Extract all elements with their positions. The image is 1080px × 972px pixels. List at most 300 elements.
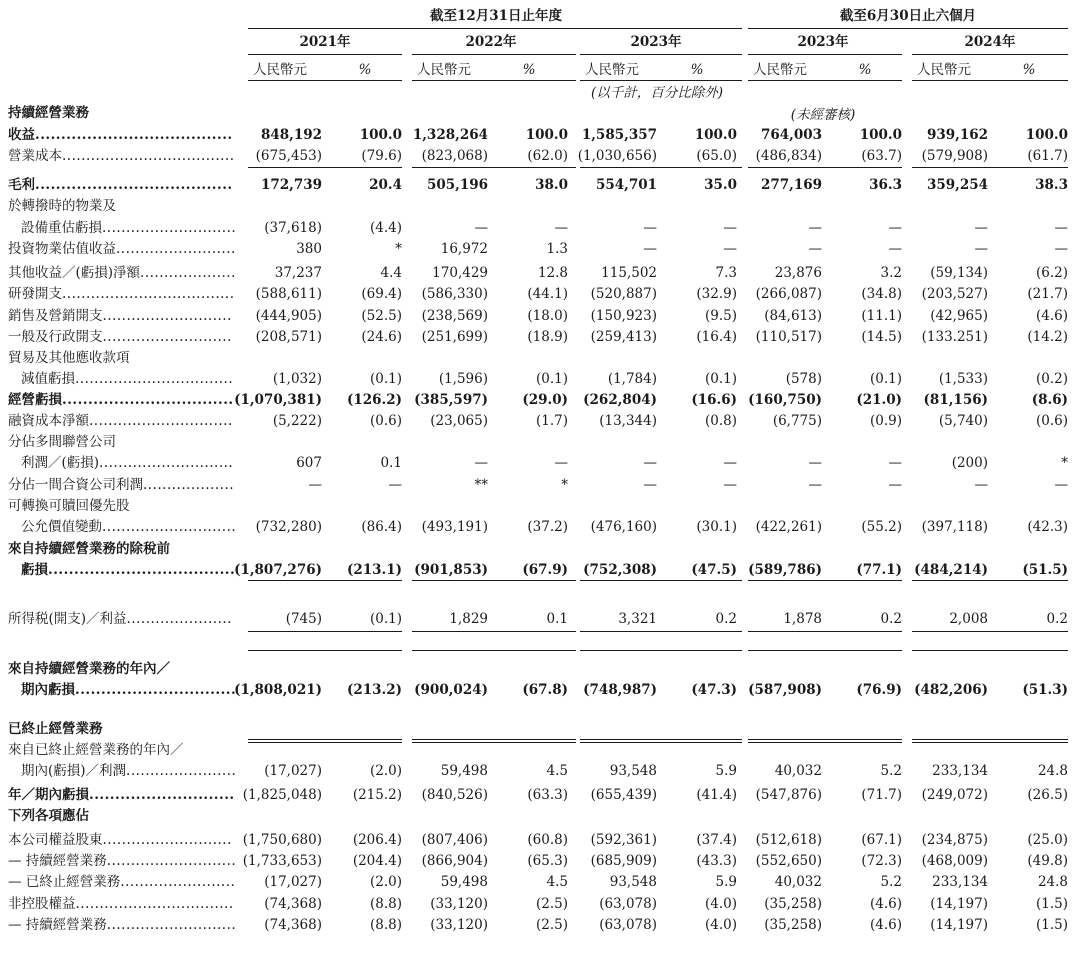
percent-cell: (2.5) bbox=[535, 896, 568, 912]
amount-cell: (748,987) bbox=[583, 682, 657, 698]
note-thousands: (以千計，百分比除外) bbox=[590, 85, 724, 101]
amount-cell: — bbox=[643, 241, 657, 257]
amount-cell: (74,368) bbox=[264, 917, 322, 933]
percent-cell: (2.5) bbox=[535, 917, 568, 933]
amount-cell: (1,596) bbox=[438, 371, 488, 387]
row-label bbox=[8, 721, 103, 737]
row-label-text: 分佔多間聯營公司 bbox=[8, 434, 116, 450]
amount-cell: 37,237 bbox=[274, 265, 322, 281]
row-label-text: 持續經營業務 bbox=[8, 105, 89, 121]
percent-cell: (49.8) bbox=[1027, 853, 1068, 869]
leader-dots: ............................ bbox=[89, 787, 235, 803]
leader-dots: ...................... bbox=[126, 611, 232, 627]
row-label-text: 減值虧損 bbox=[21, 371, 75, 387]
percent-cell: (61.7) bbox=[1027, 148, 1068, 164]
amount-cell: — bbox=[643, 455, 657, 471]
amount-cell: — bbox=[474, 220, 488, 236]
amount-cell: (732,280) bbox=[255, 519, 322, 535]
percent-cell: (51.5) bbox=[1022, 562, 1068, 578]
leader-dots: ........................... bbox=[102, 832, 232, 848]
row-label-text: 年／期內虧損 bbox=[8, 787, 89, 803]
percent-cell: (6.2) bbox=[1035, 265, 1068, 281]
row-label bbox=[8, 498, 130, 514]
amount-cell: (234,875) bbox=[921, 832, 988, 848]
amount-cell: (588,611) bbox=[255, 286, 322, 302]
year-rule bbox=[412, 54, 576, 55]
percent-cell: — bbox=[1054, 220, 1068, 236]
amount-cell: 23,876 bbox=[774, 265, 822, 281]
row-label-text: 利潤／(虧損) bbox=[21, 455, 100, 471]
row-label-text: 貿易及其他應收款項 bbox=[8, 350, 130, 366]
percent-cell: — bbox=[723, 455, 737, 471]
amount-cell: (160,750) bbox=[748, 392, 822, 408]
percent-cell: (41.4) bbox=[696, 787, 737, 803]
percent-cell: — bbox=[723, 241, 737, 257]
amount-cell: (587,908) bbox=[748, 682, 822, 698]
row-label-text: — 持續經營業務 bbox=[8, 853, 107, 869]
percent-cell: (213.2) bbox=[346, 682, 402, 698]
year-2023-h1: 2023年 bbox=[797, 34, 849, 50]
percent-cell: (44.1) bbox=[527, 286, 568, 302]
leader-dots: ......................... bbox=[116, 241, 236, 257]
total-rule bbox=[748, 167, 902, 168]
percent-cell: 0.1 bbox=[380, 455, 402, 471]
row-label-text: 營業成本 bbox=[8, 148, 62, 164]
amount-cell: (1,825,048) bbox=[242, 787, 322, 803]
amount-cell: (17,027) bbox=[264, 874, 322, 890]
total-rule bbox=[580, 631, 742, 632]
amount-cell: (13,344) bbox=[599, 413, 657, 429]
amount-cell: (59,134) bbox=[930, 265, 988, 281]
row-label-text: 投資物業估值收益 bbox=[8, 241, 116, 257]
row-label bbox=[8, 917, 236, 933]
amount-cell: 1,829 bbox=[449, 611, 488, 627]
row-label bbox=[21, 682, 236, 698]
year-rule bbox=[748, 54, 902, 55]
amount-cell: — bbox=[643, 220, 657, 236]
amount-cell: (552,650) bbox=[755, 853, 822, 869]
year-rule bbox=[912, 54, 1068, 55]
amount-cell: 554,701 bbox=[595, 177, 657, 193]
percent-cell: (63.7) bbox=[861, 148, 902, 164]
percent-cell: — bbox=[554, 455, 568, 471]
total-rule bbox=[912, 631, 1068, 632]
percent-cell: (42.3) bbox=[1027, 519, 1068, 535]
percent-cell: (76.9) bbox=[856, 682, 902, 698]
percent-cell: — bbox=[1054, 241, 1068, 257]
leader-dots: ............................ bbox=[99, 455, 234, 471]
amount-cell: 1,328,264 bbox=[412, 127, 488, 143]
percent-cell: (0.8) bbox=[704, 413, 737, 429]
total-rule bbox=[580, 167, 742, 168]
percent-cell: 100.0 bbox=[694, 127, 737, 143]
amount-cell: (63,078) bbox=[599, 896, 657, 912]
row-label bbox=[8, 198, 116, 214]
percent-cell: — bbox=[723, 220, 737, 236]
leader-dots: ................................. bbox=[75, 371, 234, 387]
amount-cell: 277,169 bbox=[760, 177, 822, 193]
double-total-rule bbox=[580, 742, 742, 743]
amount-cell: (262,804) bbox=[583, 392, 657, 408]
percent-cell: (0.1) bbox=[869, 371, 902, 387]
amount-cell: 1,878 bbox=[783, 611, 822, 627]
currency-header: 人民幣元 bbox=[753, 62, 807, 78]
row-label bbox=[21, 763, 236, 779]
percent-cell: (0.2) bbox=[1035, 371, 1068, 387]
leader-dots: .................................... bbox=[48, 562, 236, 578]
double-total-rule bbox=[748, 739, 902, 740]
total-rule bbox=[912, 580, 1068, 581]
percent-cell: (2.0) bbox=[369, 874, 402, 890]
total-rule bbox=[248, 631, 402, 632]
leader-dots: .................................... bbox=[62, 148, 235, 164]
double-total-rule bbox=[248, 742, 402, 743]
amount-cell: 939,162 bbox=[926, 127, 988, 143]
amount-cell: (14,197) bbox=[930, 917, 988, 933]
percent-cell: 100.0 bbox=[359, 127, 402, 143]
note-unaudited: (未經審核) bbox=[790, 107, 856, 123]
amount-cell: 1,585,357 bbox=[581, 127, 657, 143]
total-rule bbox=[748, 650, 902, 651]
amount-cell: 3,321 bbox=[618, 611, 657, 627]
row-label bbox=[8, 477, 234, 493]
percent-cell: 4.5 bbox=[546, 763, 568, 779]
row-label-text: 收益 bbox=[8, 127, 35, 143]
percent-cell: (0.1) bbox=[369, 371, 402, 387]
amount-cell: (493,191) bbox=[421, 519, 488, 535]
amount-cell: 93,548 bbox=[609, 763, 657, 779]
header-full-year: 截至12月31日止年度 bbox=[429, 8, 563, 24]
leader-dots: ........................... bbox=[102, 329, 232, 345]
amount-cell: 170,429 bbox=[432, 265, 488, 281]
percent-cell: — bbox=[888, 455, 902, 471]
double-total-rule bbox=[412, 739, 576, 740]
row-label-text: 研發開支 bbox=[8, 286, 62, 302]
percent-cell: (34.8) bbox=[861, 286, 902, 302]
amount-cell: (586,330) bbox=[421, 286, 488, 302]
currency-header: 人民幣元 bbox=[417, 62, 471, 78]
percent-header: % bbox=[358, 62, 372, 78]
row-label-text: 非控股權益 bbox=[8, 896, 76, 912]
percent-cell: (32.9) bbox=[696, 286, 737, 302]
row-label bbox=[21, 220, 236, 236]
amount-cell: (866,904) bbox=[421, 853, 488, 869]
amount-cell: (397,118) bbox=[921, 519, 988, 535]
percent-cell: 3.2 bbox=[880, 265, 902, 281]
amount-cell: — bbox=[474, 455, 488, 471]
row-label bbox=[8, 308, 232, 324]
amount-cell: 764,003 bbox=[760, 127, 822, 143]
amount-cell: (37,618) bbox=[264, 220, 322, 236]
row-label-text: 銷售及營銷開支 bbox=[8, 308, 103, 324]
amount-cell: (259,413) bbox=[590, 329, 657, 345]
percent-cell: 7.3 bbox=[715, 265, 737, 281]
percent-cell: (206.4) bbox=[352, 832, 402, 848]
amount-cell: (579,908) bbox=[921, 148, 988, 164]
amount-cell: (468,009) bbox=[921, 853, 988, 869]
amount-cell: 16,972 bbox=[440, 241, 488, 257]
percent-cell: (11.1) bbox=[861, 308, 902, 324]
amount-cell: — bbox=[808, 241, 822, 257]
leader-dots: .................... bbox=[140, 265, 236, 281]
row-label bbox=[8, 808, 89, 824]
amount-cell: — bbox=[974, 477, 988, 493]
percent-cell: (30.1) bbox=[696, 519, 737, 535]
percent-cell: (71.7) bbox=[861, 787, 902, 803]
percent-cell: 4.4 bbox=[380, 265, 402, 281]
row-label bbox=[8, 177, 233, 193]
row-label-text: 一般及行政開支 bbox=[8, 329, 103, 345]
amount-cell: 505,196 bbox=[426, 177, 488, 193]
amount-cell: (1,808,021) bbox=[234, 682, 322, 698]
percent-cell: (77.1) bbox=[856, 562, 902, 578]
percent-cell: (14.5) bbox=[861, 329, 902, 345]
row-label bbox=[21, 455, 233, 471]
row-label bbox=[8, 286, 235, 302]
amount-cell: 233,134 bbox=[932, 763, 988, 779]
amount-cell: (5,222) bbox=[272, 413, 322, 429]
amount-cell: (150,923) bbox=[590, 308, 657, 324]
amount-cell: (823,068) bbox=[421, 148, 488, 164]
percent-cell: (67.9) bbox=[522, 562, 568, 578]
amount-cell: 233,134 bbox=[932, 874, 988, 890]
leader-dots: ............................... bbox=[75, 682, 237, 698]
percent-cell: (4.0) bbox=[704, 896, 737, 912]
amount-cell: (589,786) bbox=[748, 562, 822, 578]
percent-cell: (18.0) bbox=[527, 308, 568, 324]
percent-cell: (8.8) bbox=[369, 917, 402, 933]
amount-cell: (655,439) bbox=[590, 787, 657, 803]
year-rule bbox=[248, 54, 402, 55]
year-2024-h1: 2024年 bbox=[964, 34, 1016, 50]
amount-cell: (547,876) bbox=[755, 787, 822, 803]
amount-cell: (901,853) bbox=[414, 562, 488, 578]
amount-cell: (578) bbox=[785, 371, 822, 387]
percent-cell: (60.8) bbox=[527, 832, 568, 848]
amount-cell: (1,733,653) bbox=[242, 853, 322, 869]
amount-cell: 59,498 bbox=[440, 874, 488, 890]
percent-cell: 5.9 bbox=[715, 763, 737, 779]
percent-cell: 38.0 bbox=[535, 177, 568, 193]
amount-cell: (520,887) bbox=[590, 286, 657, 302]
row-label-text: 本公司權益股東 bbox=[8, 832, 103, 848]
amount-cell: (1,032) bbox=[272, 371, 322, 387]
percent-cell: (215.2) bbox=[352, 787, 402, 803]
percent-cell: (8.8) bbox=[369, 896, 402, 912]
amount-cell: (486,834) bbox=[755, 148, 822, 164]
percent-cell: 5.2 bbox=[880, 874, 902, 890]
percent-cell: 20.4 bbox=[369, 177, 402, 193]
amount-cell: — bbox=[308, 477, 322, 493]
row-label-text: 期內(虧損)／利潤 bbox=[21, 763, 127, 779]
percent-cell: (65.0) bbox=[696, 148, 737, 164]
row-label bbox=[8, 127, 233, 143]
amount-cell: (6,775) bbox=[772, 413, 822, 429]
percent-cell: (4.6) bbox=[869, 896, 902, 912]
leader-dots: ................... bbox=[143, 477, 235, 493]
row-label bbox=[8, 241, 236, 257]
row-label-text: 其他收益／(虧損)淨額 bbox=[8, 265, 141, 281]
amount-cell: (5,740) bbox=[938, 413, 988, 429]
row-label bbox=[8, 148, 235, 164]
leader-dots: ............................ bbox=[102, 519, 237, 535]
subheader-rule bbox=[748, 80, 902, 81]
percent-cell: * bbox=[561, 477, 568, 493]
amount-cell: (203,527) bbox=[921, 286, 988, 302]
amount-cell: (482,206) bbox=[914, 682, 988, 698]
row-label bbox=[21, 519, 236, 535]
amount-cell: — bbox=[808, 455, 822, 471]
percent-cell: (67.1) bbox=[861, 832, 902, 848]
percent-cell: * bbox=[395, 241, 402, 257]
amount-cell: (385,597) bbox=[414, 392, 488, 408]
percent-header: % bbox=[858, 62, 872, 78]
leader-dots: ....................... bbox=[126, 763, 237, 779]
percent-cell: (16.4) bbox=[696, 329, 737, 345]
row-label bbox=[8, 392, 234, 408]
leader-dots: ............................ bbox=[102, 220, 237, 236]
percent-cell: 100.0 bbox=[1025, 127, 1068, 143]
amount-cell: (476,160) bbox=[590, 519, 657, 535]
amount-cell: (14,197) bbox=[930, 896, 988, 912]
amount-cell: — bbox=[808, 220, 822, 236]
total-rule bbox=[412, 167, 576, 168]
percent-cell: (86.4) bbox=[361, 519, 402, 535]
percent-cell: (21.7) bbox=[1027, 286, 1068, 302]
amount-cell: (592,361) bbox=[590, 832, 657, 848]
amount-cell: (74,368) bbox=[264, 896, 322, 912]
percent-cell: 0.2 bbox=[715, 611, 737, 627]
percent-cell: (0.6) bbox=[369, 413, 402, 429]
amount-cell: 380 bbox=[296, 241, 322, 257]
amount-cell: (23,065) bbox=[430, 413, 488, 429]
percent-cell: (55.2) bbox=[861, 519, 902, 535]
percent-cell: 100.0 bbox=[859, 127, 902, 143]
row-label-text: 期內虧損 bbox=[21, 682, 75, 698]
amount-cell: 2,008 bbox=[949, 611, 988, 627]
amount-cell: (807,406) bbox=[421, 832, 488, 848]
row-label-text: 設備重估虧損 bbox=[21, 220, 102, 236]
amount-cell: 848,192 bbox=[260, 127, 322, 143]
year-2022: 2022年 bbox=[465, 34, 517, 50]
subheader-rule bbox=[580, 80, 742, 81]
amount-cell: — bbox=[974, 241, 988, 257]
percent-cell: (47.3) bbox=[691, 682, 737, 698]
row-label-text: 來自持續經營業務的年內／ bbox=[8, 661, 170, 677]
amount-cell: (33,120) bbox=[430, 917, 488, 933]
percent-cell: (62.0) bbox=[527, 148, 568, 164]
percent-cell: (0.6) bbox=[1035, 413, 1068, 429]
row-label bbox=[8, 832, 232, 848]
percent-cell: (1.5) bbox=[1035, 917, 1068, 933]
percent-cell: 0.2 bbox=[1046, 611, 1068, 627]
row-label-text: 於轉撥時的物業及 bbox=[8, 198, 116, 214]
percent-cell: (37.4) bbox=[696, 832, 737, 848]
percent-cell: (2.0) bbox=[369, 763, 402, 779]
percent-cell: (29.0) bbox=[522, 392, 568, 408]
row-label-text: 下列各項應佔 bbox=[8, 808, 89, 824]
percent-cell: — bbox=[888, 220, 902, 236]
percent-cell: — bbox=[888, 477, 902, 493]
row-label-text: 分佔一間合資公司利潤 bbox=[8, 477, 143, 493]
row-label-text: 融資成本淨額 bbox=[8, 413, 89, 429]
row-label-text: 公允價值變動 bbox=[21, 519, 102, 535]
leader-dots: ...................................... bbox=[35, 127, 233, 143]
percent-cell: (52.5) bbox=[361, 308, 402, 324]
total-rule bbox=[912, 650, 1068, 651]
total-rule bbox=[748, 631, 902, 632]
row-label bbox=[8, 329, 232, 345]
percent-cell: 24.8 bbox=[1037, 763, 1068, 779]
amount-cell: (266,087) bbox=[755, 286, 822, 302]
double-total-rule bbox=[580, 739, 742, 740]
subheader-rule bbox=[248, 80, 402, 81]
percent-header: % bbox=[522, 62, 536, 78]
leader-dots: .............................. bbox=[89, 413, 233, 429]
amount-cell: (1,030,656) bbox=[577, 148, 657, 164]
percent-cell: (51.3) bbox=[1022, 682, 1068, 698]
leader-dots: ........................... bbox=[102, 308, 232, 324]
total-rule bbox=[580, 580, 742, 581]
row-label bbox=[8, 661, 170, 677]
header-rule-six-months bbox=[748, 28, 1068, 29]
row-label bbox=[8, 853, 236, 869]
amount-cell: — bbox=[974, 220, 988, 236]
row-label-text: 來自已終止經營業務的年內／ bbox=[8, 742, 184, 758]
header-rule-full-year bbox=[248, 28, 742, 29]
percent-cell: (18.9) bbox=[527, 329, 568, 345]
amount-cell: (133.251) bbox=[921, 329, 988, 345]
total-rule bbox=[412, 631, 576, 632]
percent-cell: 5.2 bbox=[880, 763, 902, 779]
leader-dots: ........................... bbox=[106, 853, 237, 869]
amount-cell: (484,214) bbox=[914, 562, 988, 578]
total-rule bbox=[248, 650, 402, 651]
amount-cell: 93,548 bbox=[609, 874, 657, 890]
amount-cell: (900,024) bbox=[414, 682, 488, 698]
amount-cell: ** bbox=[474, 477, 488, 493]
amount-cell: 115,502 bbox=[601, 265, 657, 281]
row-label bbox=[8, 742, 184, 758]
row-label bbox=[8, 265, 236, 281]
currency-header: 人民幣元 bbox=[585, 62, 639, 78]
amount-cell: (249,072) bbox=[921, 787, 988, 803]
percent-cell: (9.5) bbox=[704, 308, 737, 324]
leader-dots: ................................. bbox=[62, 392, 234, 408]
amount-cell: (685,909) bbox=[590, 853, 657, 869]
percent-cell: 35.0 bbox=[704, 177, 737, 193]
row-label bbox=[8, 413, 233, 429]
percent-cell: — bbox=[723, 477, 737, 493]
percent-cell: (4.4) bbox=[369, 220, 402, 236]
percent-cell: 38.3 bbox=[1035, 177, 1068, 193]
percent-cell: 0.2 bbox=[880, 611, 902, 627]
row-label bbox=[8, 434, 116, 450]
total-rule bbox=[248, 580, 402, 581]
amount-cell: (512,618) bbox=[755, 832, 822, 848]
amount-cell: (35,258) bbox=[764, 896, 822, 912]
percent-cell: 0.1 bbox=[546, 611, 568, 627]
percent-cell: (8.6) bbox=[1031, 392, 1068, 408]
amount-cell: (42,965) bbox=[930, 308, 988, 324]
amount-cell: (33,120) bbox=[430, 896, 488, 912]
percent-cell: (63.3) bbox=[527, 787, 568, 803]
percent-cell: — bbox=[1054, 477, 1068, 493]
amount-cell: (17,027) bbox=[264, 763, 322, 779]
percent-cell: (16.6) bbox=[691, 392, 737, 408]
amount-cell: (238,569) bbox=[421, 308, 488, 324]
row-label-text: — 已終止經營業務 bbox=[8, 874, 121, 890]
